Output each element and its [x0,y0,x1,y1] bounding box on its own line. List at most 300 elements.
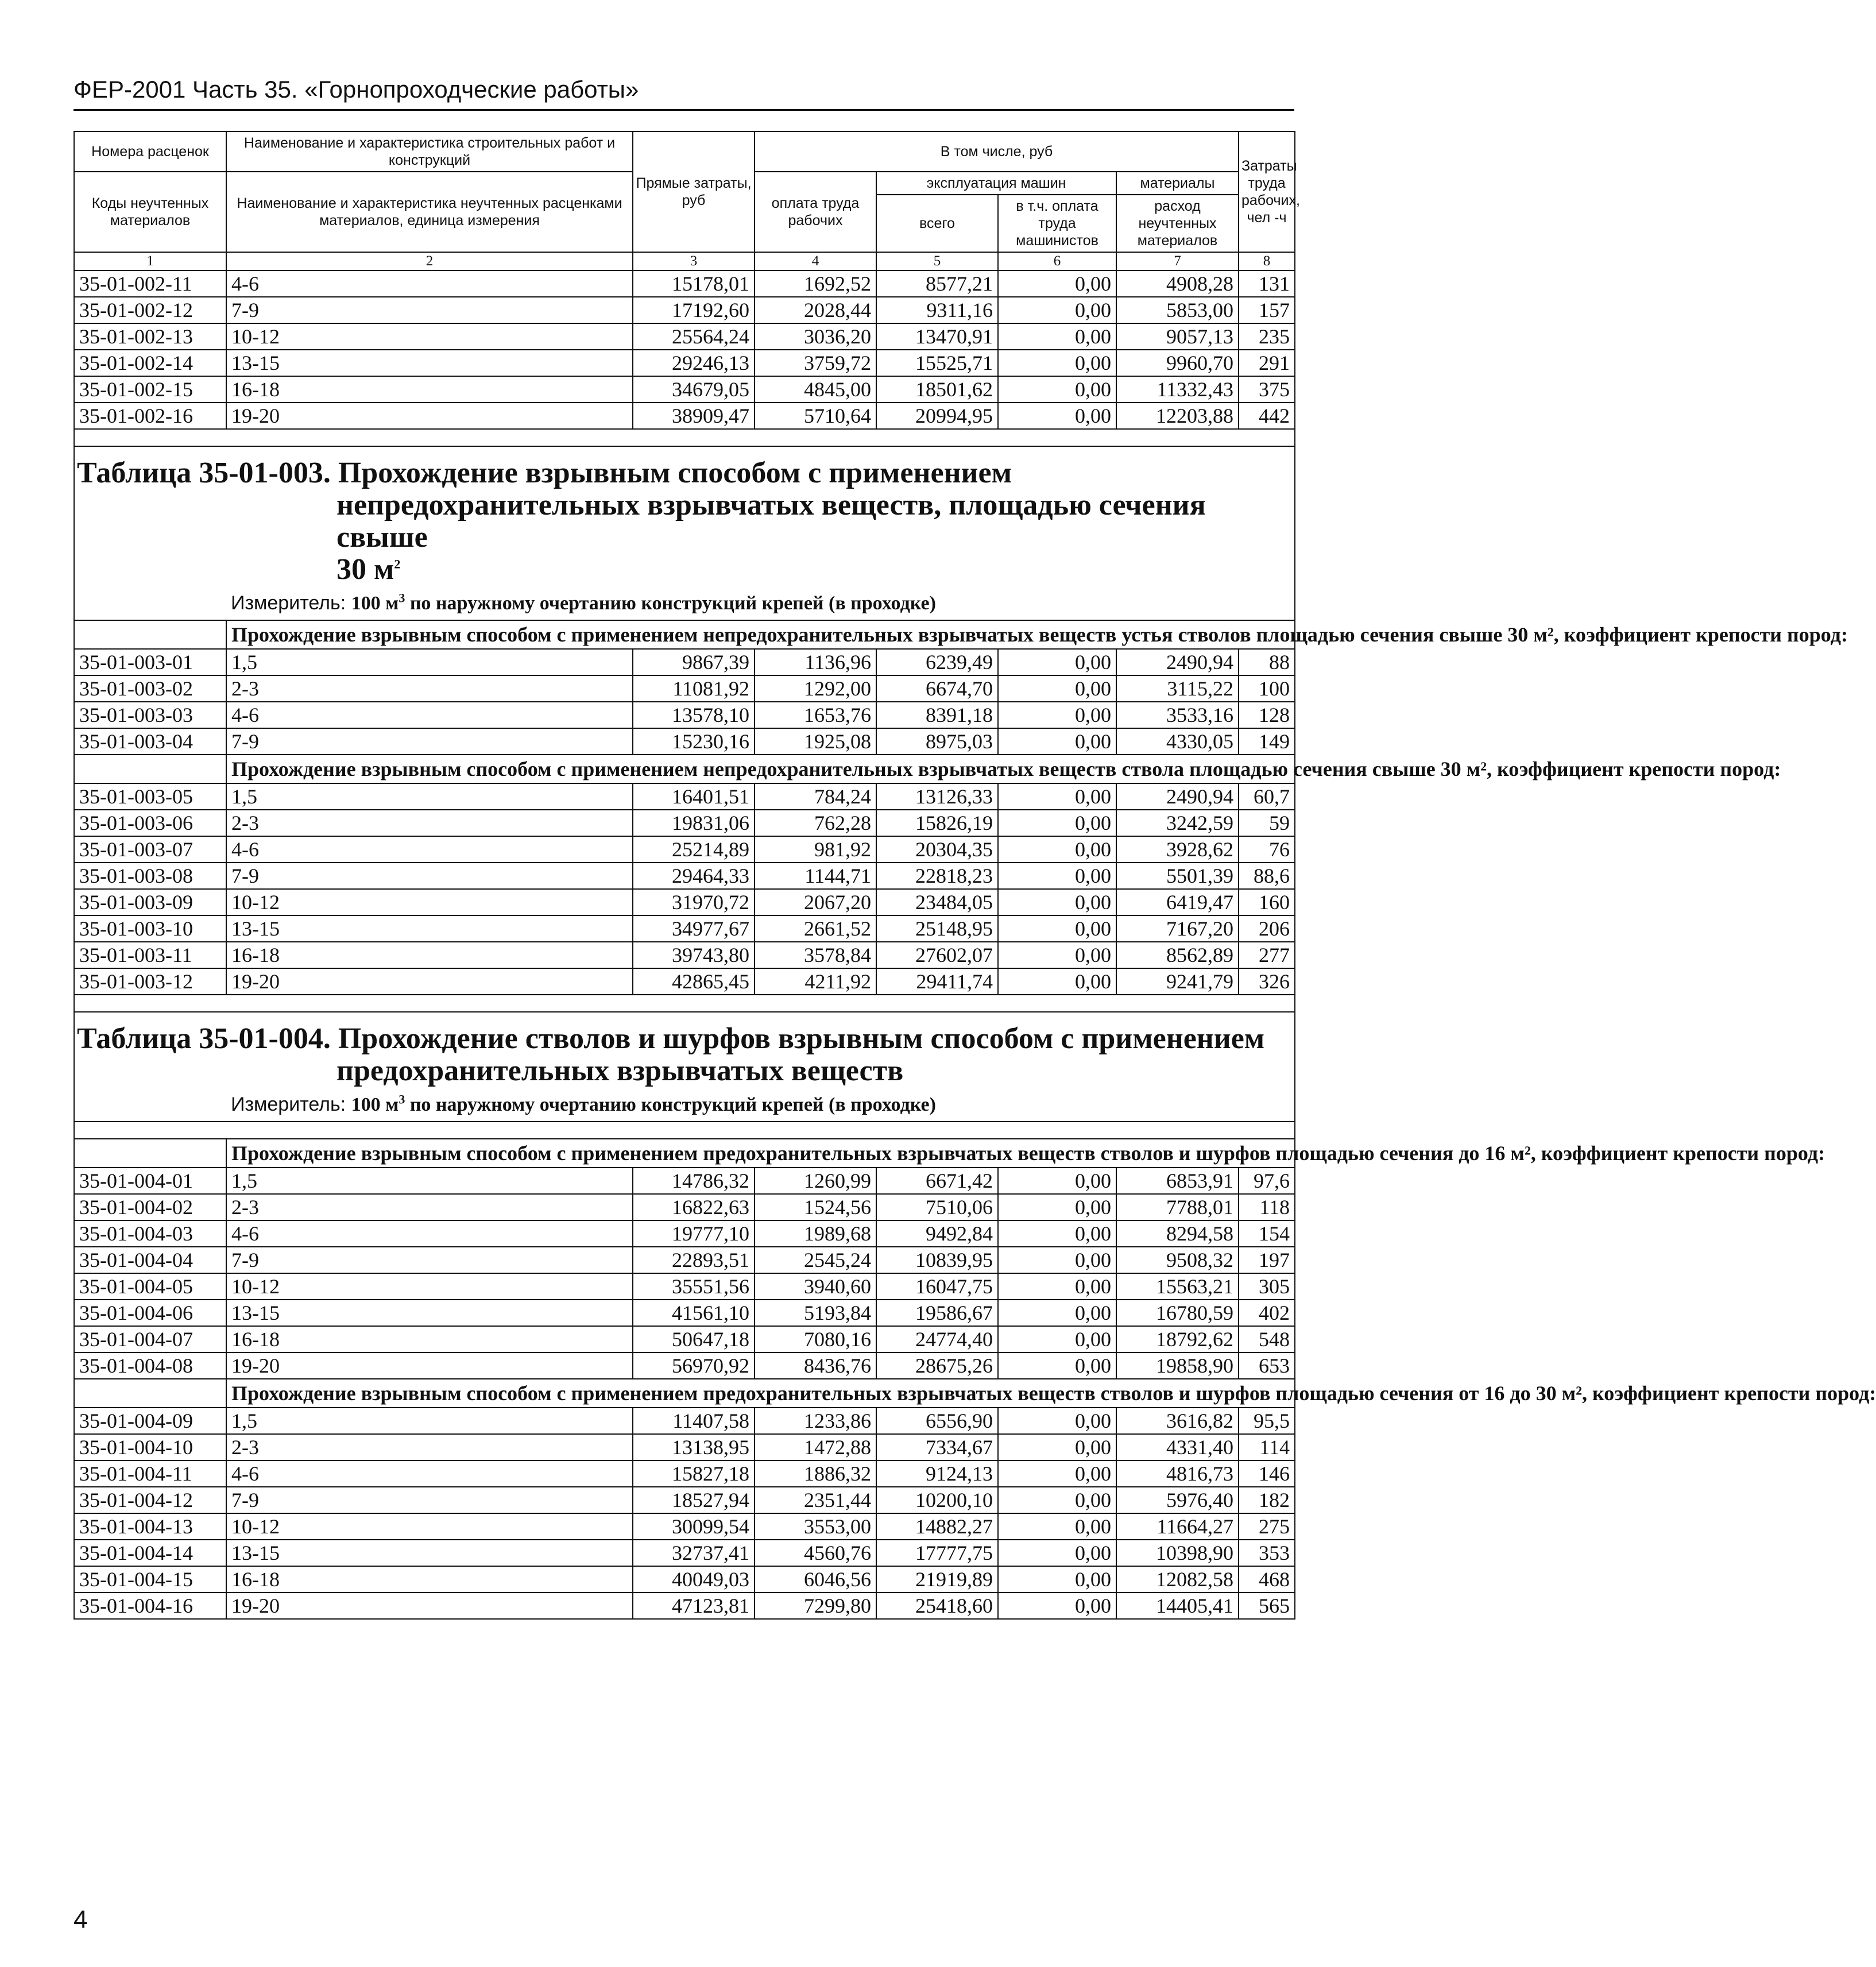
cell-machines-total: 14882,27 [876,1513,998,1540]
cell-direct-costs: 13138,95 [633,1434,755,1460]
cell-worker-pay: 3940,60 [755,1273,876,1300]
cell-labor-hours: 291 [1239,350,1295,376]
column-number-8: 8 [1239,252,1295,270]
cell-machines-total: 22818,23 [876,863,998,889]
cell-labor-hours: 548 [1239,1326,1295,1352]
cell-direct-costs: 31970,72 [633,889,755,915]
column-numbers-row [74,252,1295,270]
cell-labor-hours: 353 [1239,1540,1295,1566]
cell-direct-costs: 38909,47 [633,403,755,429]
cell-labor-hours: 157 [1239,297,1295,323]
col-machines-total-header: всего [876,195,998,252]
cell-rate-code: 35-01-004-01 [74,1168,226,1194]
cell-machines-total: 27602,07 [876,942,998,968]
cell-worker-pay: 1136,96 [755,649,876,675]
cell-direct-costs: 40049,03 [633,1566,755,1593]
cell-materials: 10398,90 [1116,1540,1239,1566]
cell-rock-strength: 2-3 [226,810,633,836]
table-title-line: Таблица 35-01-003. Прохождение взрывным способом с применением [77,457,1012,489]
table-title-unit-exponent: 2 [394,557,401,571]
cell-rock-strength: 2-3 [226,1434,633,1460]
table-row [74,323,1295,350]
spacer-row [74,429,1295,446]
cell-operators-pay: 0,00 [998,1247,1116,1273]
table-row [74,297,1295,323]
cell-machines-total: 9124,13 [876,1460,998,1487]
cell-worker-pay: 7080,16 [755,1326,876,1352]
cell-rate-code: 35-01-003-09 [74,889,226,915]
cell-operators-pay: 0,00 [998,1326,1116,1352]
cell-direct-costs: 15230,16 [633,728,755,755]
cell-worker-pay: 981,92 [755,836,876,863]
cell-operators-pay: 0,00 [998,376,1116,403]
cell-operators-pay: 0,00 [998,1352,1116,1379]
cell-materials: 5976,40 [1116,1487,1239,1513]
cell-rock-strength: 1,5 [226,1168,633,1194]
cell-materials: 4908,28 [1116,270,1239,297]
cell-worker-pay: 762,28 [755,810,876,836]
cell-direct-costs: 34679,05 [633,376,755,403]
col-labor-hours-header: Затраты труда рабочих, чел -ч [1239,132,1295,252]
cell-materials: 15563,21 [1116,1273,1239,1300]
cell-materials: 16780,59 [1116,1300,1239,1326]
cell-materials: 3616,82 [1116,1408,1239,1434]
cell-operators-pay: 0,00 [998,1408,1116,1434]
cell-rate-code: 35-01-002-12 [74,297,226,323]
table-title-line: Таблица 35-01-004. Прохождение стволов и шурфов взрывным способом с применением [77,1022,1265,1055]
cell-rock-strength: 7-9 [226,863,633,889]
table-title-row [74,446,1295,620]
table-row [74,1593,1295,1619]
subheading-row [74,620,1295,649]
cell-direct-costs: 25564,24 [633,323,755,350]
cell-rate-code: 35-01-003-11 [74,942,226,968]
table-row [74,1513,1295,1540]
cell-labor-hours: 402 [1239,1300,1295,1326]
cell-operators-pay: 0,00 [998,942,1116,968]
cell-rock-strength: 4-6 [226,836,633,863]
subheading-blank-cell [74,1379,226,1408]
cell-direct-costs: 32737,41 [633,1540,755,1566]
cell-labor-hours: 305 [1239,1273,1295,1300]
cell-machines-total: 20304,35 [876,836,998,863]
cell-direct-costs: 29464,33 [633,863,755,889]
col-operators-pay-header: в т.ч. оплата труда машинистов [998,195,1116,252]
cell-rate-code: 35-01-004-04 [74,1247,226,1273]
cell-machines-total: 13470,91 [876,323,998,350]
cell-worker-pay: 1989,68 [755,1220,876,1247]
cell-rate-code: 35-01-003-10 [74,915,226,942]
subheading-row [74,755,1295,783]
table-row [74,1434,1295,1460]
cell-rock-strength: 10-12 [226,1513,633,1540]
cell-machines-total: 10839,95 [876,1247,998,1273]
cell-labor-hours: 60,7 [1239,783,1295,810]
rates-table [74,131,1876,1620]
cell-rock-strength: 7-9 [226,728,633,755]
subheading-blank-cell [74,1139,226,1168]
cell-direct-costs: 30099,54 [633,1513,755,1540]
cell-machines-total: 8577,21 [876,270,998,297]
measurement-value [351,590,936,614]
cell-operators-pay: 0,00 [998,1566,1116,1593]
table-row [74,942,1295,968]
cell-machines-total: 19586,67 [876,1300,998,1326]
cell-machines-total: 6674,70 [876,675,998,702]
cell-operators-pay: 0,00 [998,1513,1116,1540]
running-head: ФЕР-2001 Часть 35. «Горнопроходческие работы» [74,76,639,103]
cell-labor-hours: 160 [1239,889,1295,915]
subheading-blank-cell [74,620,226,649]
cell-worker-pay: 3553,00 [755,1513,876,1540]
table-row [74,403,1295,429]
cell-machines-total: 13126,33 [876,783,998,810]
cell-labor-hours: 468 [1239,1566,1295,1593]
cell-labor-hours: 154 [1239,1220,1295,1247]
measurement-value [351,1094,936,1115]
cell-worker-pay: 5710,64 [755,403,876,429]
group-materials-header: материалы [1116,172,1239,195]
cell-operators-pay: 0,00 [998,1194,1116,1220]
cell-direct-costs: 41561,10 [633,1300,755,1326]
cell-direct-costs: 22893,51 [633,1247,755,1273]
cell-operators-pay: 0,00 [998,968,1116,995]
measurement-quantity: 100 м [351,593,399,614]
cell-machines-total: 25418,60 [876,1593,998,1619]
cell-labor-hours: 131 [1239,270,1295,297]
table-row [74,1300,1295,1326]
cell-materials: 9960,70 [1116,350,1239,376]
cell-rate-code: 35-01-004-16 [74,1593,226,1619]
cell-rate-code: 35-01-004-05 [74,1273,226,1300]
page-number: 4 [74,1906,88,1934]
spacer-cell [74,1122,1295,1139]
table-row [74,702,1295,728]
cell-worker-pay: 1233,86 [755,1408,876,1434]
cell-rate-code: 35-01-002-11 [74,270,226,297]
cell-materials: 9241,79 [1116,968,1239,995]
cell-worker-pay: 2028,44 [755,297,876,323]
cell-rate-code: 35-01-004-07 [74,1326,226,1352]
table-row [74,376,1295,403]
cell-operators-pay: 0,00 [998,836,1116,863]
cell-rate-code: 35-01-004-15 [74,1566,226,1593]
cell-materials: 4330,05 [1116,728,1239,755]
table-title-line [75,554,1294,586]
cell-materials: 4331,40 [1116,1434,1239,1460]
cell-direct-costs: 35551,56 [633,1273,755,1300]
table-row [74,836,1295,863]
cell-machines-total: 10200,10 [876,1487,998,1513]
cell-direct-costs: 47123,81 [633,1593,755,1619]
cell-materials: 7167,20 [1116,915,1239,942]
column-number-7: 7 [1116,252,1239,270]
cell-machines-total: 9492,84 [876,1220,998,1247]
table-row [74,1326,1295,1352]
table-row [74,1247,1295,1273]
cell-rate-code: 35-01-004-09 [74,1408,226,1434]
cell-operators-pay: 0,00 [998,1300,1116,1326]
group-including-header: В том числе, руб [755,132,1239,172]
column-number-2: 2 [226,252,633,270]
cell-direct-costs: 14786,32 [633,1168,755,1194]
table-title [75,447,1294,592]
cell-worker-pay: 1524,56 [755,1194,876,1220]
cell-operators-pay: 0,00 [998,889,1116,915]
cell-labor-hours: 442 [1239,403,1295,429]
cell-rate-code: 35-01-003-02 [74,675,226,702]
cell-direct-costs: 16401,51 [633,783,755,810]
column-number-6: 6 [998,252,1116,270]
group-machines-header: эксплуатация машин [876,172,1116,195]
cell-direct-costs: 42865,45 [633,968,755,995]
measurement-description: по наружному очертанию конструкций крепей (в проходке) [405,1094,936,1115]
cell-rock-strength: 4-6 [226,270,633,297]
cell-machines-total: 24774,40 [876,1326,998,1352]
cell-direct-costs: 15827,18 [633,1460,755,1487]
cell-direct-costs: 34977,67 [633,915,755,942]
subheading-text: Прохождение взрывным способом с применением непредохранительных взрывчатых веществ ствола площадью сечения свыше 30 м², коэффициент крепости пород: [226,755,1295,783]
cell-operators-pay: 0,00 [998,702,1116,728]
cell-rate-code: 35-01-004-13 [74,1513,226,1540]
spacer-row [74,995,1295,1012]
cell-rock-strength: 19-20 [226,968,633,995]
cell-operators-pay: 0,00 [998,1593,1116,1619]
cell-rate-code: 35-01-004-06 [74,1300,226,1326]
cell-rate-code: 35-01-002-14 [74,350,226,376]
cell-rock-strength: 4-6 [226,1220,633,1247]
cell-direct-costs: 18527,94 [633,1487,755,1513]
cell-labor-hours: 375 [1239,376,1295,403]
cell-labor-hours: 59 [1239,810,1295,836]
cell-rock-strength: 10-12 [226,1273,633,1300]
cell-rock-strength: 19-20 [226,1352,633,1379]
cell-machines-total: 28675,26 [876,1352,998,1379]
cell-materials: 12203,88 [1116,403,1239,429]
table-row [74,968,1295,995]
cell-rock-strength: 4-6 [226,1460,633,1487]
cell-rock-strength: 13-15 [226,915,633,942]
cell-worker-pay: 2067,20 [755,889,876,915]
cell-labor-hours: 277 [1239,942,1295,968]
cell-worker-pay: 4211,92 [755,968,876,995]
cell-labor-hours: 653 [1239,1352,1295,1379]
table-header [74,132,1300,270]
table-title-unit: 30 м [336,553,394,586]
cell-materials: 12082,58 [1116,1566,1239,1593]
cell-materials: 5853,00 [1116,297,1239,323]
table-row [74,1460,1295,1487]
table-title-cell [74,1012,1295,1122]
cell-rock-strength: 19-20 [226,1593,633,1619]
cell-labor-hours: 88 [1239,649,1295,675]
cell-machines-total: 16047,75 [876,1273,998,1300]
table-row [74,1194,1295,1220]
table-row [74,863,1295,889]
cell-rate-code: 35-01-003-07 [74,836,226,863]
cell-labor-hours: 197 [1239,1247,1295,1273]
cell-materials: 9508,32 [1116,1247,1239,1273]
cell-rock-strength: 7-9 [226,1487,633,1513]
cell-materials: 5501,39 [1116,863,1239,889]
col-material-name-header: Наименование и характеристика неучтенных расценками материалов, единица измерения [226,172,633,252]
cell-machines-total: 6556,90 [876,1408,998,1434]
cell-direct-costs: 25214,89 [633,836,755,863]
cell-machines-total: 9311,16 [876,297,998,323]
cell-rate-code: 35-01-003-04 [74,728,226,755]
cell-operators-pay: 0,00 [998,810,1116,836]
cell-direct-costs: 16822,63 [633,1194,755,1220]
cell-worker-pay: 4845,00 [755,376,876,403]
header-rule [74,109,1294,111]
table-row [74,1168,1295,1194]
cell-rock-strength: 16-18 [226,1566,633,1593]
cell-rock-strength: 1,5 [226,1408,633,1434]
cell-rock-strength: 13-15 [226,350,633,376]
cell-worker-pay: 2351,44 [755,1487,876,1513]
cell-materials: 6853,91 [1116,1168,1239,1194]
cell-direct-costs: 19831,06 [633,810,755,836]
cell-operators-pay: 0,00 [998,270,1116,297]
cell-rate-code: 35-01-004-10 [74,1434,226,1460]
cell-labor-hours: 275 [1239,1513,1295,1540]
cell-operators-pay: 0,00 [998,1460,1116,1487]
cell-worker-pay: 2545,24 [755,1247,876,1273]
cell-machines-total: 6239,49 [876,649,998,675]
cell-operators-pay: 0,00 [998,1168,1116,1194]
cell-worker-pay: 7299,80 [755,1593,876,1619]
cell-rock-strength: 7-9 [226,1247,633,1273]
cell-rock-strength: 19-20 [226,403,633,429]
cell-worker-pay: 1886,32 [755,1460,876,1487]
table-row [74,1540,1295,1566]
table-row [74,915,1295,942]
spacer-row [74,1122,1295,1139]
cell-labor-hours: 118 [1239,1194,1295,1220]
cell-operators-pay: 0,00 [998,783,1116,810]
cell-direct-costs: 19777,10 [633,1220,755,1247]
cell-materials: 19858,90 [1116,1352,1239,1379]
subheading-row [74,1139,1295,1168]
table-row [74,1352,1295,1379]
table-row [74,675,1295,702]
cell-rate-code: 35-01-004-12 [74,1487,226,1513]
cell-worker-pay: 2661,52 [755,915,876,942]
cell-labor-hours: 149 [1239,728,1295,755]
cell-machines-total: 18501,62 [876,376,998,403]
cell-materials: 4816,73 [1116,1460,1239,1487]
subheading-row [74,1379,1295,1408]
cell-materials: 3115,22 [1116,675,1239,702]
column-number-5: 5 [876,252,998,270]
cell-materials: 11664,27 [1116,1513,1239,1540]
cell-operators-pay: 0,00 [998,297,1116,323]
cell-rate-code: 35-01-004-11 [74,1460,226,1487]
cell-rate-code: 35-01-002-16 [74,403,226,429]
col-worker-pay-header: оплата труда рабочих [755,172,876,252]
cell-operators-pay: 0,00 [998,915,1116,942]
column-number-3: 3 [633,252,755,270]
cell-direct-costs: 11407,58 [633,1408,755,1434]
col-material-codes-header: Коды неучтенных материалов [74,172,226,252]
cell-rock-strength: 1,5 [226,649,633,675]
cell-materials: 11332,43 [1116,376,1239,403]
measurement-unit [75,592,1294,620]
cell-operators-pay: 0,00 [998,728,1116,755]
cell-worker-pay: 1292,00 [755,675,876,702]
cell-operators-pay: 0,00 [998,675,1116,702]
cell-direct-costs: 9867,39 [633,649,755,675]
table-row [74,1566,1295,1593]
cell-worker-pay: 8436,76 [755,1352,876,1379]
measurement-label: Измеритель: [231,1093,346,1115]
cell-machines-total: 17777,75 [876,1540,998,1566]
column-number-4: 4 [755,252,876,270]
cell-materials: 8294,58 [1116,1220,1239,1247]
cell-materials: 7788,01 [1116,1194,1239,1220]
table-row [74,270,1295,297]
cell-rate-code: 35-01-003-05 [74,783,226,810]
cell-machines-total: 7334,67 [876,1434,998,1460]
cell-rate-code: 35-01-003-08 [74,863,226,889]
cell-labor-hours: 128 [1239,702,1295,728]
table-title [75,1013,1294,1093]
cell-materials: 8562,89 [1116,942,1239,968]
cell-materials: 3928,62 [1116,836,1239,863]
cell-direct-costs: 39743,80 [633,942,755,968]
table-row [74,783,1295,810]
col-materials-consumption-header: расход неучтенных материалов [1116,195,1239,252]
cell-labor-hours: 114 [1239,1434,1295,1460]
cell-labor-hours: 95,5 [1239,1408,1295,1434]
measurement-label: Измеритель: [231,592,346,614]
cell-materials: 2490,94 [1116,783,1239,810]
cell-rock-strength: 16-18 [226,376,633,403]
cell-labor-hours: 146 [1239,1460,1295,1487]
cell-operators-pay: 0,00 [998,1220,1116,1247]
table-title-line: предохранительных взрывчатых веществ [336,1054,904,1087]
cell-rate-code: 35-01-004-14 [74,1540,226,1566]
measurement-quantity: 100 м [351,1094,399,1115]
cell-rate-code: 35-01-003-12 [74,968,226,995]
subheading-text: Прохождение взрывным способом с применением предохранительных взрывчатых веществ стволов и шурфов площадью сечения до 16 м², коэффициент крепости пород: [226,1139,1295,1168]
cell-worker-pay: 1144,71 [755,863,876,889]
cell-labor-hours: 97,6 [1239,1168,1295,1194]
table-title-row [74,1012,1295,1122]
subheading-blank-cell [74,755,226,783]
cell-rate-code: 35-01-002-15 [74,376,226,403]
cell-labor-hours: 326 [1239,968,1295,995]
cell-worker-pay: 1692,52 [755,270,876,297]
col-rate-number-header: Номера расценок [74,132,226,172]
cell-direct-costs: 17192,60 [633,297,755,323]
cell-labor-hours: 100 [1239,675,1295,702]
cell-machines-total: 20994,95 [876,403,998,429]
cell-worker-pay: 3759,72 [755,350,876,376]
cell-materials: 6419,47 [1116,889,1239,915]
subheading-text: Прохождение взрывным способом с применением предохранительных взрывчатых веществ стволов и шурфов площадью сечения от 16 до 30 м², коэффициент крепости пород: [226,1379,1295,1408]
cell-direct-costs: 56970,92 [633,1352,755,1379]
table-title-line: непредохранительных взрывчатых веществ, площадью сечения свыше [336,489,1206,554]
table-row [74,1408,1295,1434]
spacer-cell [74,429,1295,446]
cell-rate-code: 35-01-003-06 [74,810,226,836]
table-row [74,1487,1295,1513]
col-direct-costs-header: Прямые затраты, руб [633,132,755,252]
cell-rate-code: 35-01-003-01 [74,649,226,675]
cell-worker-pay: 1925,08 [755,728,876,755]
cell-worker-pay: 4560,76 [755,1540,876,1566]
